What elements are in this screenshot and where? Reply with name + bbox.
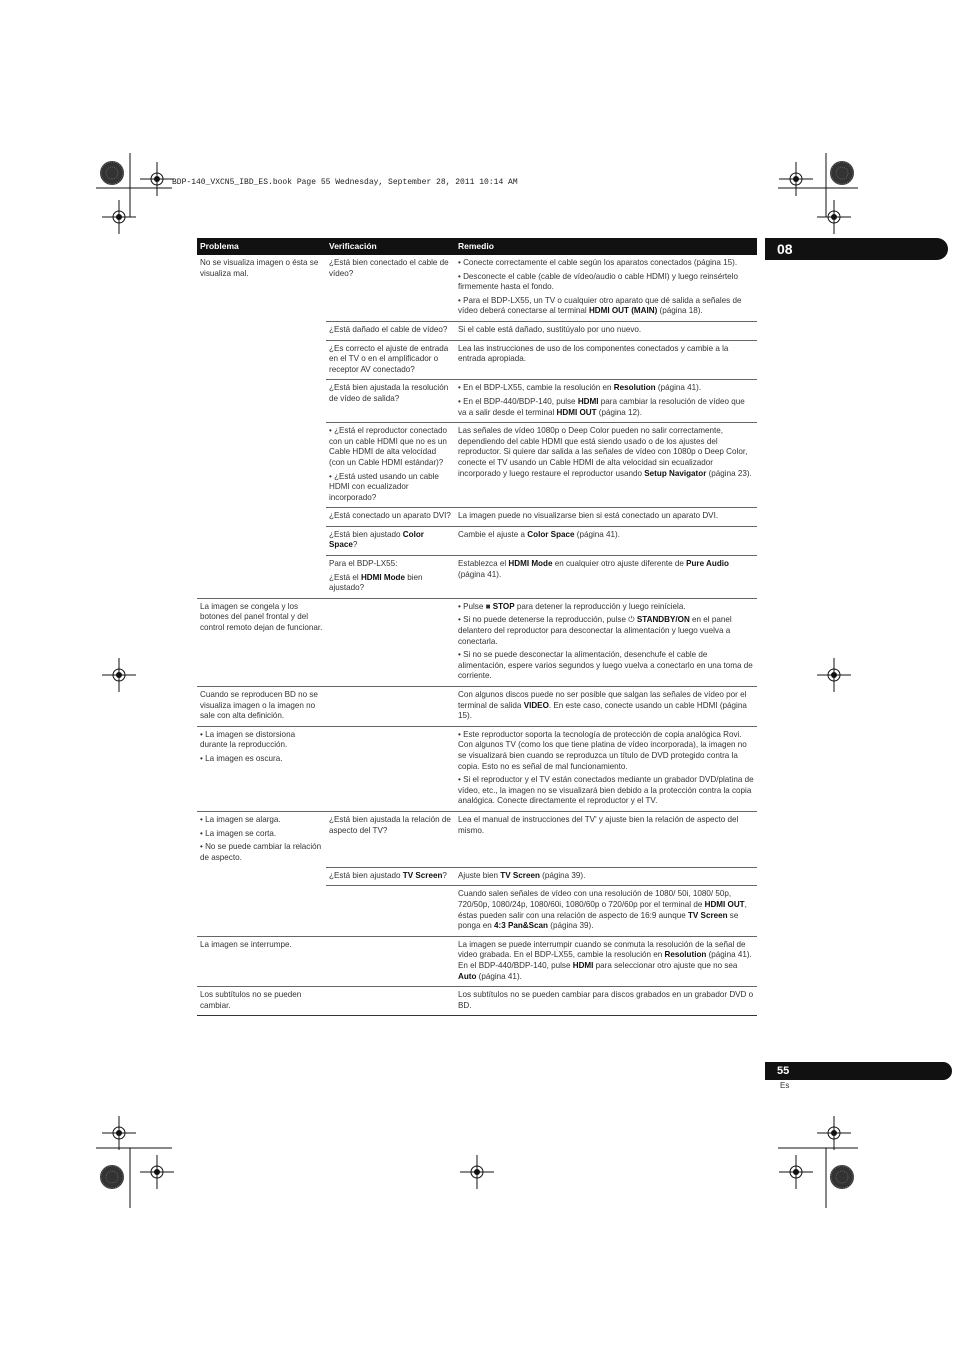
check-cell (326, 987, 455, 1016)
remedy-cell: La imagen puede no visualizarse bien si está conectado un aparato DVI. (455, 508, 757, 527)
remedy-text: (página 23). (706, 468, 752, 478)
problem-bullet: • No se puede cambiar la relación de aspecto. (200, 842, 322, 862)
check-cell (326, 526, 455, 555)
page-number-tab (765, 1062, 952, 1080)
table-row (197, 526, 757, 555)
table-row (197, 687, 757, 727)
remedy-text: (página 41). (655, 383, 702, 393)
table-row (197, 556, 757, 599)
troubleshooting-table (197, 238, 757, 1016)
table-row (197, 811, 757, 867)
remedy-bold: STOP (492, 601, 515, 611)
check-cell (326, 687, 455, 727)
remedy-cell (455, 936, 757, 986)
check-cell (326, 936, 455, 986)
remedy-bullet: • Si el reproductor y el TV están conectados mediante un grabador DVD/platina de vídeo, etc., la imagen no se visualizará bien debido a la protección contra la copia analógica. Conecte directamente el reproductor y el TV. (458, 775, 754, 806)
remedy-text: se ponga en (458, 910, 739, 931)
check-text: ¿Está el (329, 572, 361, 582)
remedy-bold: HDMI Mode (508, 559, 553, 569)
chapter-tab (765, 238, 948, 260)
remedy-cell (455, 726, 757, 811)
remedy-bold: Auto (458, 971, 477, 981)
check-cell: ¿Está bien ajustada la resolución de vídeo de salida? (326, 380, 455, 423)
problem-bullet: • La imagen se corta. (200, 828, 277, 838)
problem-cell: Cuando se reproducen BD no se visualiza imagen o la imagen no sale con alta definición. (197, 687, 326, 727)
remedy-bold: STANDBY/ON (636, 615, 690, 625)
page-number: 55 (777, 1065, 790, 1077)
remedy-text: (página 41). (476, 971, 522, 981)
check-bullet: • ¿Está usted usando un cable HDMI con ecualizador incorporado? (329, 471, 439, 502)
table-row (197, 340, 757, 380)
remedy-bullet: • Este reproductor soporta la tecnología de protección de copia analógica Rovi. Con algunos TV (como los que tiene platina de vídeo incorporada), la imagen no se visualizará bien cuando se reproduzca un título de DVD protegido contra la copia. Esto no es señal de mal funcionamiento. (458, 729, 747, 771)
remedy-text: Cambie el ajuste a (458, 529, 528, 539)
remedy-bullet (458, 615, 755, 647)
remedy-cell: Los subtítulos no se pueden cambiar para discos grabados en un grabador DVD o BD. (455, 987, 757, 1016)
remedy-text: • En el BDP-LX55, cambie la resolución en (458, 383, 614, 393)
remedy-cell (455, 556, 757, 599)
table-row (197, 255, 757, 321)
check-bullet: • ¿Está el reproductor conectado con un cable HDMI que no es un Cable HDMI de alta velocidad (con un Cable HDMI estándar)? (329, 426, 448, 467)
remedy-text: (página 39). (548, 921, 594, 931)
remedy-bullet (458, 383, 755, 394)
check-text (329, 573, 453, 594)
check-cell (326, 598, 455, 686)
table-row (197, 886, 757, 936)
problem-cell: La imagen se congela y los botones del panel frontal y del control remoto dejan de funcionar. (197, 598, 326, 686)
check-text: Para el BDP-LX55: (329, 559, 398, 569)
remedy-cell (455, 423, 757, 508)
problem-bullet: • La imagen se alarga. (200, 814, 281, 824)
remedy-bold: HDMI (572, 960, 594, 970)
column-header-problema: Problema (197, 238, 326, 255)
remedy-text: Cuando salen señales de vídeo con una resolución de 1080/ 50i, 1080/ 50p, 720/50p, 1080/24p, 1080/60i, 1080/60p o 720/60p por el terminal de (458, 889, 732, 909)
remedy-cell: Lea el manual de instrucciones del TV' y ajuste bien la relación de aspecto del mismo. (455, 811, 757, 867)
remedy-text: Ajuste bien (458, 870, 501, 880)
remedy-text: La imagen se puede interrumpir cuando se conmuta la resolución de la señal de video grabada. En el BDP-LX55, cambie la resolución en (458, 939, 746, 960)
table-row (197, 726, 757, 811)
remedy-text: en cualquier otro ajuste diferente de (552, 559, 687, 569)
check-text: ¿Está bien ajustado (329, 870, 403, 880)
remedy-cell (455, 598, 757, 686)
remedy-bullet: • Si no se puede desconectar la alimentación, desenchufe el cable de alimentación, espere varios segundos y luego vuelva a conectarlo en una toma de corriente. (458, 650, 753, 681)
remedy-text: (página 18). (657, 306, 703, 316)
remedy-bold: HDMI OUT (556, 407, 597, 417)
remedy-bold: HDMI OUT (704, 900, 745, 909)
remedy-text: Con algunos discos puede no ser posible que salgan las señales de vídeo por el terminal de salida (458, 690, 747, 710)
column-header-verificacion: Verificación (326, 238, 455, 255)
remedy-bold: Pure Audio (686, 559, 729, 569)
remedy-bold: Color Space (527, 529, 575, 539)
remedy-bold: HDMI OUT (MAIN) (588, 306, 658, 316)
check-cell: ¿Está bien conectado el cable de vídeo? (326, 255, 455, 321)
check-cell (326, 726, 455, 811)
check-bold: HDMI Mode (360, 572, 405, 582)
remedy-bold: VIDEO (523, 700, 549, 710)
remedy-cell: Lea las instrucciones de uso de los componentes conectados y cambie a la entrada apropiada. (455, 340, 757, 380)
remedy-bold: HDMI (577, 396, 599, 406)
remedy-text: (página 41). En el BDP-440/BDP-140, pulse (458, 950, 752, 970)
remedy-text: Establezca el (458, 559, 509, 569)
problem-cell: La imagen se interrumpe. (197, 936, 326, 986)
check-cell: ¿Es correcto el ajuste de entrada en el TV o en el amplificador o receptor AV conectado? (326, 340, 455, 380)
check-text: bien ajustado? (329, 572, 423, 593)
column-header-remedio: Remedio (455, 238, 757, 255)
remedy-bold: TV Screen (687, 910, 728, 920)
remedy-text: • Pulse ■ (458, 601, 493, 611)
chapter-number: 08 (777, 241, 793, 257)
check-cell: ¿Está conectado un aparato DVI? (326, 508, 455, 527)
check-cell (326, 423, 455, 508)
remedy-text: (página 12). (596, 407, 642, 417)
remedy-bold: TV Screen (500, 870, 540, 880)
check-cell (326, 556, 455, 599)
remedy-text: . En este caso, conecte usando un cable HDMI (página 15). (458, 700, 747, 721)
table-row (197, 598, 757, 686)
problem-bullet: • La imagen se distorsiona durante la reproducción. (200, 729, 296, 750)
problem-cell (197, 726, 326, 811)
remedy-bold: 4:3 Pan&Scan (494, 921, 548, 931)
check-cell (326, 867, 455, 886)
table-header-row (197, 238, 757, 255)
table-row (197, 987, 757, 1016)
remedy-text: para seleccionar otro ajuste que no sea (593, 960, 738, 970)
remedy-cell (455, 255, 757, 321)
remedy-text: Las señales de vídeo 1080p o Deep Color pueden no salir correctamente, dependiendo del cable HDMI que está siendo usado o de los ajustes del reproductor. Si quiere dar salida a las señales de vídeo con 1080p o Deep Color, conecte el TV usando un Cable HDMI de alta velocidad sin ecualizador incorporado y luego restaure el reproductor usando (458, 426, 748, 478)
problem-bullet: • La imagen es oscura. (200, 753, 283, 763)
remedy-text: para detener la reproducción y luego reiníciela. (514, 601, 686, 611)
remedy-bullet: • Conecte correctamente el cable según los aparatos conectados (página 15). (458, 258, 738, 267)
remedy-text: (página 41). (574, 529, 620, 539)
remedy-text: en el panel delantero del reproductor para desconectar la alimentación y luego vuelva a conectarla. (458, 615, 732, 646)
check-bold: TV Screen (402, 870, 443, 880)
remedy-bold: Setup Navigator (644, 468, 707, 478)
table-row (197, 321, 757, 340)
check-text: ? (352, 540, 358, 550)
table-row (197, 508, 757, 527)
check-text: ? (442, 870, 447, 880)
check-cell (326, 886, 455, 936)
problem-cell (197, 811, 326, 867)
remedy-text: (página 39). (539, 870, 586, 880)
remedy-bullet: • Desconecte el cable (cable de vídeo/audio o cable HDMI) y luego reinsértelo firmemente hasta el fondo. (458, 271, 738, 292)
remedy-bullet (458, 397, 755, 418)
language-label: Es (780, 1081, 790, 1090)
remedy-cell (455, 380, 757, 423)
remedy-text: • En el BDP-440/BDP-140, pulse (458, 396, 578, 406)
remedy-bold: Resolution (664, 950, 707, 960)
remedy-cell (455, 867, 757, 886)
table-row (197, 380, 757, 423)
remedy-text: para cambiar la resolución de vídeo que va a salir desde el terminal (458, 396, 745, 417)
remedy-cell (455, 687, 757, 727)
problem-cell: No se visualiza imagen o ésta se visualiza mal. (200, 258, 319, 278)
table-row (197, 936, 757, 986)
check-cell: ¿Está dañado el cable de vídeo? (326, 321, 455, 340)
remedy-text: (página 41). (458, 569, 502, 579)
file-header: BDP-140_VXCN5_IBD_ES.book Page 55 Wednesday, September 28, 2011 10:14 AM (172, 178, 518, 187)
table-row (197, 423, 757, 508)
remedy-text: • Si no puede detenerse la reproducción, pulse ⏻ (458, 615, 637, 625)
remedy-text: • Para el BDP-LX55, un TV o cualquier otro aparato que dé salida a señales de vídeo deberá conectarse al terminal (458, 295, 742, 316)
remedy-bold: Resolution (613, 383, 656, 393)
remedy-bullet (458, 602, 755, 613)
problem-cell: Los subtítulos no se pueden cambiar. (197, 987, 326, 1016)
remedy-text: , éstas pueden salir con una relación de aspecto de 16:9 aunque (458, 900, 747, 920)
check-cell: ¿Está bien ajustada la relación de aspecto del TV? (326, 811, 455, 867)
check-bold: Color Space (329, 529, 424, 550)
remedy-cell (455, 886, 757, 936)
remedy-cell (455, 526, 757, 555)
remedy-bullet (458, 296, 755, 317)
remedy-cell: Si el cable está dañado, sustitúyalo por uno nuevo. (455, 321, 757, 340)
table-row (197, 867, 757, 886)
check-text: ¿Está bien ajustado (329, 529, 403, 539)
